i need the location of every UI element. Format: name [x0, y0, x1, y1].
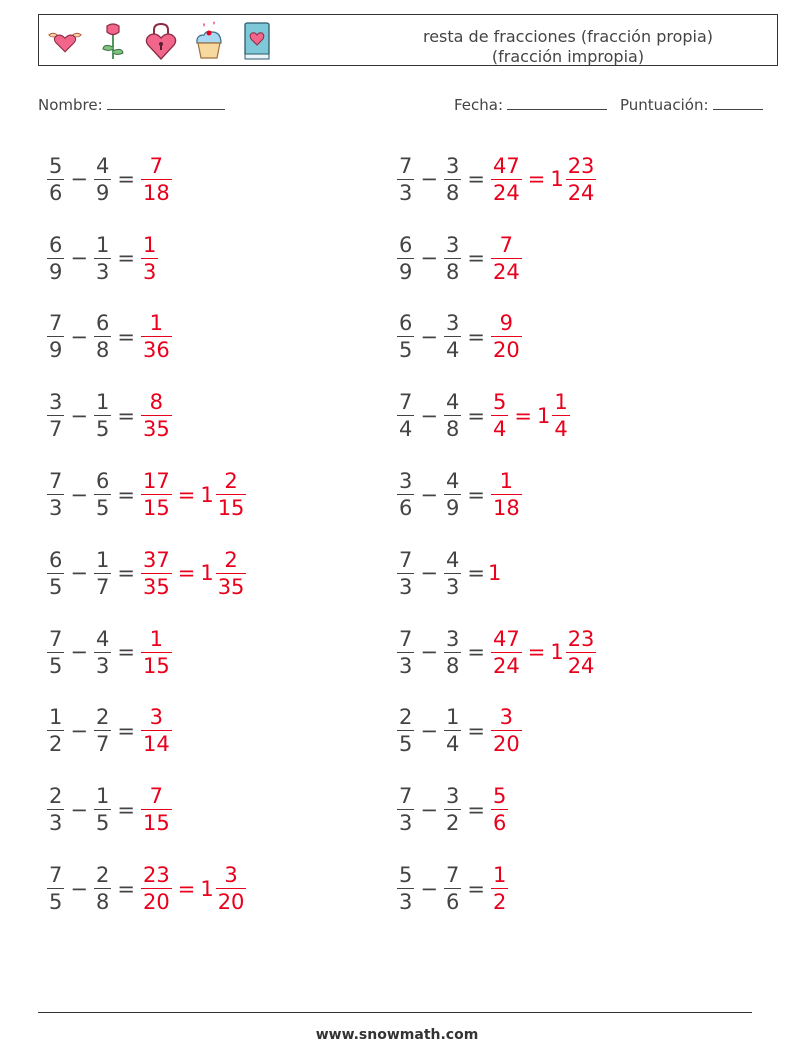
- numerator: 2: [95, 863, 110, 888]
- date-field: [454, 95, 607, 114]
- numerator: 47: [492, 626, 520, 651]
- denominator: 15: [142, 653, 170, 678]
- score-field: [620, 95, 763, 114]
- mixed-fraction: [216, 863, 247, 914]
- answer-fraction: [491, 469, 522, 520]
- denominator: 18: [142, 180, 170, 205]
- denominator: 3: [399, 811, 413, 836]
- mixed-equals-sign: =: [177, 876, 196, 901]
- denominator: 6: [399, 496, 413, 521]
- numerator: 7: [49, 626, 63, 651]
- minuend-fraction: [397, 548, 414, 599]
- minus-sign: −: [420, 324, 438, 349]
- mixed-equals-sign: =: [514, 403, 532, 428]
- denominator: 24: [567, 653, 595, 678]
- numerator: 3: [445, 784, 460, 809]
- denominator: 6: [445, 890, 460, 915]
- denominator: 20: [217, 890, 245, 915]
- numerator: 1: [49, 705, 63, 730]
- denominator: 15: [217, 496, 245, 521]
- minuend-fraction: [47, 784, 64, 835]
- numerator: 2: [224, 547, 238, 572]
- numerator: 1: [95, 547, 110, 572]
- footer-divider: [38, 1012, 752, 1013]
- problem-row: [44, 849, 249, 928]
- minus-sign: −: [420, 640, 438, 665]
- numerator: 7: [399, 153, 413, 178]
- equals-sign: =: [117, 718, 135, 743]
- minuend-fraction: [47, 469, 64, 520]
- subtrahend-fraction: [94, 469, 111, 520]
- numerator: 23: [567, 153, 595, 178]
- minuend-fraction: [397, 784, 414, 835]
- answer-fraction: [141, 154, 172, 205]
- equals-sign: =: [117, 246, 135, 271]
- numerator: 3: [445, 311, 460, 336]
- subtrahend-fraction: [94, 863, 111, 914]
- numerator: 7: [445, 863, 460, 888]
- denominator: 35: [142, 417, 170, 442]
- numerator: 2: [399, 705, 413, 730]
- minuend-fraction: [47, 705, 64, 756]
- numerator: 6: [399, 311, 413, 336]
- equals-sign: =: [117, 876, 135, 901]
- answer-fraction: [491, 627, 522, 678]
- numerator: 5: [49, 153, 63, 178]
- numerator: 6: [399, 232, 413, 257]
- numerator: 3: [445, 626, 460, 651]
- numerator: 5: [492, 390, 507, 415]
- problem-row: [44, 140, 249, 219]
- minuend-fraction: [47, 863, 64, 914]
- minus-sign: −: [70, 324, 88, 349]
- mixed-equals-sign: =: [527, 167, 546, 192]
- mixed-whole: 1: [200, 561, 214, 586]
- title-line-1: resta de fracciones (fracción propia): [422, 27, 714, 46]
- minuend-fraction: [47, 154, 64, 205]
- denominator: 9: [399, 259, 413, 284]
- subtrahend-fraction: [444, 390, 461, 441]
- denominator: 3: [95, 653, 110, 678]
- numerator: 9: [499, 311, 514, 336]
- minuend-fraction: [47, 627, 64, 678]
- mixed-fraction: [216, 548, 247, 599]
- equals-sign: =: [117, 403, 135, 428]
- minuend-fraction: [397, 154, 414, 205]
- mixed-whole: 1: [550, 167, 564, 192]
- numerator: 7: [499, 232, 514, 257]
- minuend-fraction: [397, 705, 414, 756]
- mixed-fraction: [566, 154, 597, 205]
- equals-sign: =: [117, 797, 135, 822]
- answer-fraction: [491, 154, 522, 205]
- mixed-equals-sign: =: [177, 482, 196, 507]
- denominator: 9: [95, 180, 110, 205]
- denominator: 4: [492, 417, 507, 442]
- numerator: 1: [95, 232, 110, 257]
- answer-fraction: [491, 705, 522, 756]
- denominator: 3: [399, 574, 413, 599]
- denominator: 5: [95, 417, 110, 442]
- denominator: 8: [445, 653, 460, 678]
- score-label: Puntuación:: [620, 96, 709, 114]
- equals-sign: =: [117, 561, 135, 586]
- answer-fraction: [491, 311, 522, 362]
- denominator: 4: [399, 417, 413, 442]
- minus-sign: −: [420, 718, 438, 743]
- score-blank[interactable]: [713, 95, 763, 110]
- numerator: 2: [49, 784, 63, 809]
- minus-sign: −: [420, 167, 438, 192]
- answer-fraction: [141, 469, 172, 520]
- denominator: 8: [445, 180, 460, 205]
- numerator: 3: [399, 469, 413, 494]
- denominator: 3: [399, 653, 413, 678]
- numerator: 23: [567, 626, 595, 651]
- mixed-whole: 1: [200, 482, 214, 507]
- numerator: 7: [399, 390, 413, 415]
- subtrahend-fraction: [94, 627, 111, 678]
- problem-row: [44, 219, 249, 298]
- name-field: [38, 95, 225, 114]
- equals-sign: =: [467, 797, 485, 822]
- numerator: 3: [149, 705, 164, 730]
- name-blank[interactable]: [107, 95, 225, 110]
- mixed-whole: 1: [536, 403, 551, 428]
- problem-row: [394, 455, 599, 534]
- denominator: 5: [49, 574, 63, 599]
- numerator: 1: [149, 626, 164, 651]
- denominator: 3: [142, 259, 157, 284]
- subtrahend-fraction: [94, 390, 111, 441]
- numerator: 7: [49, 469, 63, 494]
- numerator: 1: [554, 390, 568, 415]
- denominator: 9: [445, 496, 460, 521]
- minus-sign: −: [420, 876, 438, 901]
- minus-sign: −: [420, 482, 438, 507]
- numerator: 7: [149, 153, 164, 178]
- worksheet-title: [403, 27, 733, 67]
- numerator: 4: [445, 547, 460, 572]
- numerator: 1: [149, 311, 164, 336]
- problem-row: [394, 534, 599, 613]
- answer-fraction: [141, 311, 172, 362]
- equals-sign: =: [467, 876, 485, 901]
- problems-right-column: [394, 140, 599, 928]
- problem-row: [44, 376, 249, 455]
- equals-sign: =: [117, 167, 135, 192]
- mixed-whole: 1: [200, 876, 214, 901]
- winged-heart-icon: [47, 21, 83, 61]
- numerator: 7: [49, 311, 63, 336]
- equals-sign: =: [467, 403, 485, 428]
- minus-sign: −: [70, 167, 88, 192]
- mixed-fraction: [566, 627, 597, 678]
- denominator: 9: [49, 338, 63, 363]
- minus-sign: −: [420, 246, 438, 271]
- equals-sign: =: [467, 246, 485, 271]
- denominator: 20: [492, 732, 520, 757]
- subtrahend-fraction: [444, 469, 461, 520]
- numerator: 3: [445, 232, 460, 257]
- numerator: 4: [95, 626, 110, 651]
- minus-sign: −: [70, 246, 88, 271]
- denominator: 15: [142, 811, 170, 836]
- equals-sign: =: [467, 324, 485, 349]
- denominator: 24: [492, 259, 520, 284]
- denominator: 14: [142, 732, 170, 757]
- numerator: 17: [142, 469, 170, 494]
- minuend-fraction: [47, 548, 64, 599]
- numerator: 23: [142, 863, 170, 888]
- denominator: 5: [95, 496, 110, 521]
- denominator: 8: [445, 259, 460, 284]
- problem-row: [394, 140, 599, 219]
- rose-icon: [95, 21, 131, 61]
- subtrahend-fraction: [94, 311, 111, 362]
- equals-sign: =: [117, 324, 135, 349]
- header-icons: [47, 21, 275, 61]
- minuend-fraction: [397, 390, 414, 441]
- answer-fraction: [491, 390, 508, 441]
- name-label: Nombre:: [38, 96, 103, 114]
- numerator: 3: [499, 705, 514, 730]
- answer-fraction: [141, 705, 172, 756]
- numerator: 1: [492, 863, 507, 888]
- minus-sign: −: [70, 403, 88, 428]
- mixed-equals-sign: =: [527, 640, 546, 665]
- denominator: 3: [399, 180, 413, 205]
- title-line-2: (fracción impropia): [491, 47, 645, 66]
- numerator: 1: [445, 705, 460, 730]
- subtrahend-fraction: [94, 705, 111, 756]
- numerator: 4: [445, 390, 460, 415]
- numerator: 2: [95, 705, 110, 730]
- denominator: 5: [49, 890, 63, 915]
- numerator: 1: [95, 784, 110, 809]
- answer-fraction: [491, 784, 508, 835]
- numerator: 1: [95, 390, 110, 415]
- denominator: 2: [445, 811, 460, 836]
- denominator: 3: [95, 259, 110, 284]
- numerator: 5: [492, 784, 507, 809]
- denominator: 6: [492, 811, 507, 836]
- denominator: 2: [49, 732, 63, 757]
- denominator: 36: [142, 338, 170, 363]
- denominator: 24: [567, 180, 595, 205]
- numerator: 7: [399, 626, 413, 651]
- date-label: Fecha:: [454, 96, 504, 114]
- subtrahend-fraction: [94, 154, 111, 205]
- subtrahend-fraction: [444, 311, 461, 362]
- subtrahend-fraction: [94, 548, 111, 599]
- denominator: 8: [445, 417, 460, 442]
- problem-row: [44, 455, 249, 534]
- problem-row: [394, 849, 599, 928]
- heart-lock-icon: [143, 21, 179, 61]
- denominator: 18: [492, 496, 520, 521]
- date-blank[interactable]: [507, 95, 607, 110]
- minuend-fraction: [397, 311, 414, 362]
- problem-row: [394, 770, 599, 849]
- minuend-fraction: [397, 627, 414, 678]
- numerator: 3: [224, 863, 238, 888]
- subtrahend-fraction: [444, 705, 461, 756]
- denominator: 5: [95, 811, 110, 836]
- denominator: 7: [95, 732, 110, 757]
- minus-sign: −: [420, 797, 438, 822]
- subtrahend-fraction: [94, 233, 111, 284]
- answer-fraction: [141, 627, 172, 678]
- problem-row: [394, 692, 599, 771]
- denominator: 5: [399, 732, 413, 757]
- denominator: 7: [95, 574, 110, 599]
- numerator: 4: [95, 153, 110, 178]
- equals-sign: =: [467, 167, 485, 192]
- denominator: 3: [445, 574, 460, 599]
- minuend-fraction: [397, 469, 414, 520]
- denominator: 3: [49, 496, 63, 521]
- answer-fraction: [141, 390, 172, 441]
- denominator: 2: [492, 890, 507, 915]
- denominator: 24: [492, 180, 520, 205]
- denominator: 3: [49, 811, 63, 836]
- minus-sign: −: [70, 561, 88, 586]
- minus-sign: −: [70, 876, 88, 901]
- numerator: 6: [49, 547, 63, 572]
- minuend-fraction: [47, 233, 64, 284]
- denominator: 6: [49, 180, 63, 205]
- numerator: 6: [49, 232, 63, 257]
- subtrahend-fraction: [444, 863, 461, 914]
- minuend-fraction: [397, 863, 414, 914]
- answer-fraction: [141, 548, 172, 599]
- minus-sign: −: [70, 640, 88, 665]
- footer-url: www.snowmath.com: [315, 1027, 479, 1043]
- problem-row: [394, 613, 599, 692]
- minuend-fraction: [397, 233, 414, 284]
- denominator: 35: [142, 574, 170, 599]
- equals-sign: =: [467, 561, 485, 586]
- minus-sign: −: [420, 561, 438, 586]
- numerator: 7: [399, 784, 413, 809]
- numerator: 5: [399, 863, 413, 888]
- problems-left-column: [44, 140, 249, 928]
- minus-sign: −: [70, 797, 88, 822]
- numerator: 1: [499, 469, 514, 494]
- mixed-whole: 1: [550, 640, 564, 665]
- problem-row: [44, 298, 249, 377]
- denominator: 4: [445, 338, 460, 363]
- numerator: 37: [142, 547, 170, 572]
- minus-sign: −: [70, 482, 88, 507]
- equals-sign: =: [467, 718, 485, 743]
- equals-sign: =: [117, 482, 135, 507]
- problem-row: [44, 534, 249, 613]
- subtrahend-fraction: [444, 548, 461, 599]
- problem-row: [394, 376, 599, 455]
- denominator: 4: [554, 417, 568, 442]
- answer-fraction: [141, 863, 172, 914]
- numerator: 3: [445, 153, 460, 178]
- answer-fraction: [491, 233, 522, 284]
- minuend-fraction: [47, 390, 64, 441]
- numerator: 8: [149, 390, 164, 415]
- problem-row: [44, 770, 249, 849]
- denominator: 3: [399, 890, 413, 915]
- equals-sign: =: [467, 640, 485, 665]
- problem-row: [44, 692, 249, 771]
- numerator: 47: [492, 153, 520, 178]
- answer-fraction: [491, 863, 508, 914]
- denominator: 8: [95, 890, 110, 915]
- denominator: 8: [95, 338, 110, 363]
- minus-sign: −: [70, 718, 88, 743]
- numerator: 7: [149, 784, 164, 809]
- subtrahend-fraction: [444, 233, 461, 284]
- numerator: 3: [49, 390, 63, 415]
- numerator: 4: [445, 469, 460, 494]
- denominator: 5: [399, 338, 413, 363]
- denominator: 20: [492, 338, 520, 363]
- subtrahend-fraction: [94, 784, 111, 835]
- numerator: 7: [49, 863, 63, 888]
- denominator: 35: [217, 574, 245, 599]
- subtrahend-fraction: [444, 627, 461, 678]
- denominator: 20: [142, 890, 170, 915]
- numerator: 6: [95, 311, 110, 336]
- numerator: 1: [142, 232, 157, 257]
- numerator: 2: [224, 469, 238, 494]
- header-box: [38, 14, 778, 66]
- minus-sign: −: [420, 403, 438, 428]
- equals-sign: =: [117, 640, 135, 665]
- cupcake-icon: [191, 21, 227, 61]
- denominator: 15: [142, 496, 170, 521]
- subtrahend-fraction: [444, 154, 461, 205]
- problem-row: [394, 298, 599, 377]
- problem-row: [44, 613, 249, 692]
- minuend-fraction: [47, 311, 64, 362]
- mixed-fraction: [552, 390, 569, 441]
- numerator: 6: [95, 469, 110, 494]
- subtrahend-fraction: [444, 784, 461, 835]
- numerator: 7: [399, 547, 413, 572]
- equals-sign: =: [467, 482, 485, 507]
- denominator: 24: [492, 653, 520, 678]
- denominator: 4: [445, 732, 460, 757]
- denominator: 7: [49, 417, 63, 442]
- answer-whole: 1: [487, 561, 502, 586]
- answer-fraction: [141, 233, 158, 284]
- denominator: 9: [49, 259, 63, 284]
- answer-fraction: [141, 784, 172, 835]
- mixed-fraction: [216, 469, 247, 520]
- denominator: 5: [49, 653, 63, 678]
- problem-row: [394, 219, 599, 298]
- mixed-equals-sign: =: [177, 561, 196, 586]
- love-book-icon: [239, 21, 275, 61]
